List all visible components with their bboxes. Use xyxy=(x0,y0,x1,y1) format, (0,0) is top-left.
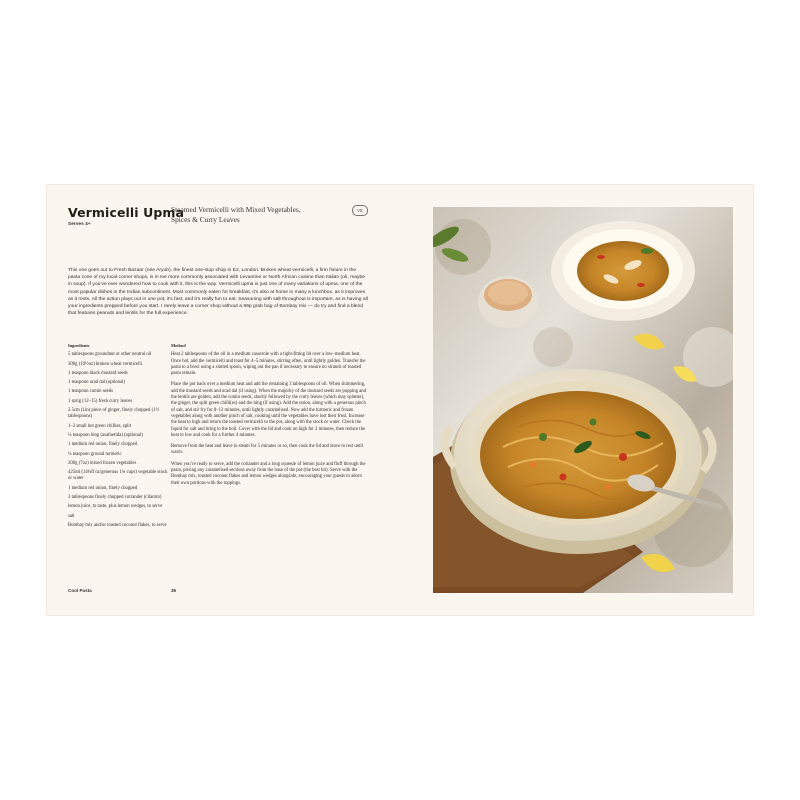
method-heading: Method xyxy=(171,343,186,348)
ingredient-item: Bombay mix and/or toasted coconut flakes, to serve xyxy=(68,522,167,528)
ingredient-item: 2.5cm (1in) piece of ginger, finely chopped (1½ tablespoons) xyxy=(68,408,160,420)
ingredient-item: lemon juice, to taste, plus lemon wedges, to serve xyxy=(68,504,163,510)
ingredient-item: 1 medium red onion, finely chopped xyxy=(68,485,138,491)
ingredient-item: 3 tablespoons finely chopped coriander (cilantro) xyxy=(68,495,162,501)
ingredients-column xyxy=(68,343,168,532)
vegan-badge: VE xyxy=(352,205,368,216)
ingredient-item: 1 teaspoon cumin seeds xyxy=(68,389,113,395)
ingredient-item: 1 medium red onion, finely chopped xyxy=(68,442,138,448)
ingredient-item: 5 tablespoons groundnut or other neutral oil xyxy=(68,352,152,358)
serves-label: Serves 4+ xyxy=(68,222,91,227)
ingredient-item: salt xyxy=(68,513,75,519)
ingredient-item: 1 teaspoon urad dal (optional) xyxy=(68,380,125,386)
ingredient-item: ¼ teaspoon hing (asafoetida) (optional) xyxy=(68,432,143,438)
ingredient-item: ¼ teaspoon ground turmeric xyxy=(68,451,122,457)
ingredient-item: 1 teaspoon black mustard seeds xyxy=(68,370,128,376)
recipe-intro: This one goes out to Fresh Bazaar (née Aryub), the finest one-stop shop in E2, London. Broken wheat vermicelli, a firm fixture in the pasta zone of my local corner shops, is in me more commonly associated with Levantine or North African cuisine than Italian (ok, maybe in soup). If you’ve ever wondered how to cook with it, this is the way. Vermicelli upma is just one of many variations of upma, one of the most popular dishes in the Indian subcontinent. Most commonly eaten for breakfast, it’s also at home in many a lunchbox, as it improves as it rests. All the action plays out in one pot, it’s fast, and it’s really fun to eat. Seasoning with salt throughout is important, as is having all your ingredients prepped before you start. I rarely leave a corner shop without a 99p grab bag of Bombay mix — do try and find a blend that features peanuts and lentils for the full experience. xyxy=(68,268,368,317)
method-column xyxy=(171,343,367,492)
ingredient-item: 425ml (14¾fl oz/generous 1¾ cups) vegetable stock or water xyxy=(68,470,168,482)
ingredient-item: 1 sprig (12–15) fresh curry leaves xyxy=(68,398,133,404)
recipe-subtitle: Steamed Vermicelli with Mixed Vegetables, Spices & Curry Leaves xyxy=(171,205,301,224)
ingredients-list xyxy=(68,352,168,529)
ingredient-item: 1–2 small hot green chillies, split xyxy=(68,423,132,429)
footer-section-title: Cool Pasta xyxy=(68,588,92,593)
ingredient-item: 300g (10½oz) broken wheat vermicelli xyxy=(68,361,142,367)
recipe-title: Vermicelli Upma xyxy=(68,205,185,220)
book-spread xyxy=(47,185,753,615)
method-step: When you’re ready to serve, add the coriander and a long squeeze of lemon juice and fluff through the pasta, prising any caramelised sections away from the base of the pot (the best bit). Serve with the Bombay mix, toasted coconut flakes and lemon wedges alongside, encouraging your guests to adorn their own portions with the toppings. xyxy=(171,461,366,486)
method-step: Remove from the heat and leave to steam for 5 minutes or so, then cook the lid and leave to rest until warm. xyxy=(171,444,364,456)
ingredients-heading: Ingredients xyxy=(68,343,90,348)
food-photo-icon xyxy=(433,207,733,593)
page-number: 36 xyxy=(171,588,177,593)
ingredient-item: 200g (7oz) mixed frozen vegetables xyxy=(68,460,137,466)
left-page xyxy=(47,185,400,615)
right-page xyxy=(400,185,753,615)
method-step: Heat 2 tablespoons of the oil in a medium casserole with a tight-fitting lid over a low–medium heat. Once hot, add the vermicelli and toast for 4–5 minutes, stirring often, until lightly golden. Transfer the pasta to a bowl using a slotted spoon, wiping out the pan if necessary to ensure no strands of toasted pasta remain. xyxy=(171,352,366,377)
method-step: Place the pot back over a medium heat and add the remaining 3 tablespoons of oil. When shimmering, add the mustard seeds and urad dal (if using). When the majority of the mustard seeds are popping and the lentils are golden, add the cumin seeds, shortly followed by the curry leaves (which may splutter), the ginger, the split green chilli(es) and the hing (if using). Add the onion, along with a generous pinch of salt, and stir fry for 8–12 minutes, until lightly caramelised. Now add the turmeric and frozen vegetables along with another pinch of salt, cooking until the vegetables have lost their frost. Increase the heat to high and return the toasted vermicelli to the pot, along with the stock or water. Check the liquid for salt and bring to the boil. Cover with the lid and cook on high for 2 minutes, then reduce the heat to low and cook for a further 4 minutes. xyxy=(171,382,367,438)
